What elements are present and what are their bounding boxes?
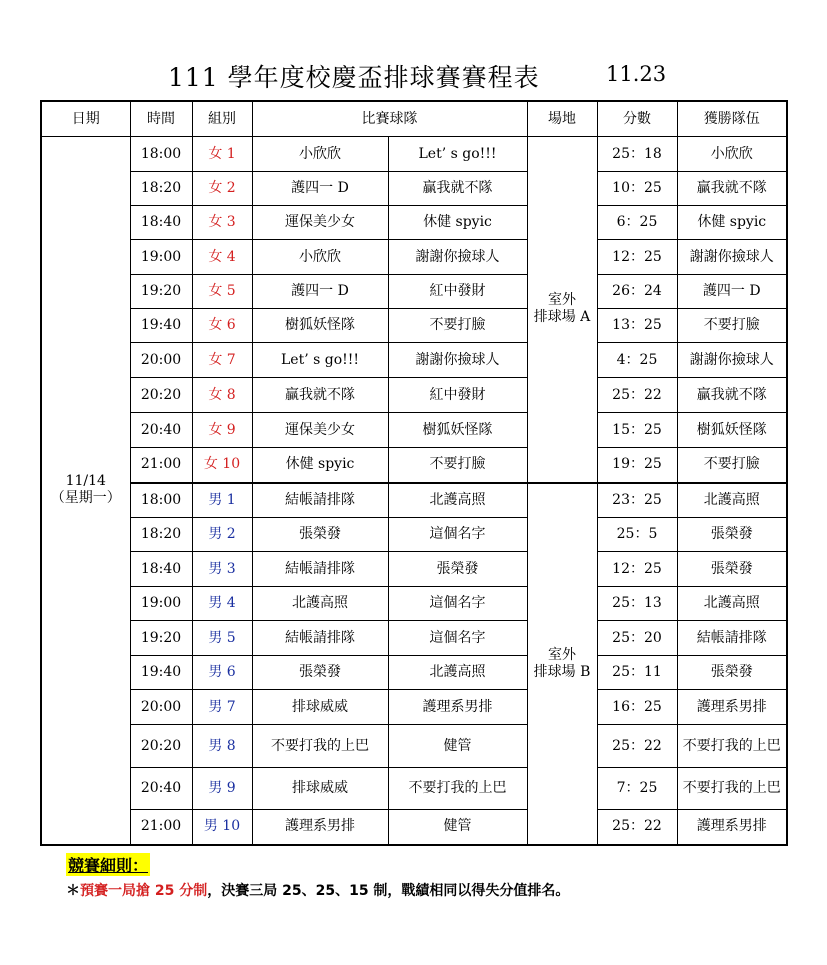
date-cell — [41, 137, 130, 845]
table-row — [41, 378, 787, 413]
header-winner: 獲勝隊伍 — [677, 101, 787, 137]
match-score: 25：18 — [597, 137, 677, 172]
table-row — [41, 448, 787, 483]
match-group: 男 1 — [192, 483, 252, 518]
match-group: 男 6 — [192, 656, 252, 690]
match-winner: 護理系男排 — [677, 810, 787, 845]
match-winner: 謝謝你撿球人 — [677, 343, 787, 378]
schedule-table — [40, 100, 788, 846]
match-winner: 護理系男排 — [677, 690, 787, 725]
header-group: 組別 — [192, 101, 252, 137]
match-time: 20:00 — [130, 343, 192, 378]
table-row — [41, 656, 787, 690]
match-group: 女 7 — [192, 343, 252, 378]
venue-line: 室外 — [548, 646, 576, 663]
match-time: 19:00 — [130, 587, 192, 621]
match-score: 12：25 — [597, 552, 677, 587]
table-row — [41, 483, 787, 518]
match-score: 19：25 — [597, 448, 677, 483]
table-row — [41, 309, 787, 343]
match-group: 男 3 — [192, 552, 252, 587]
team-2: 健管 — [388, 725, 527, 768]
team-2: 謝謝你撿球人 — [388, 343, 527, 378]
team-2: 張榮發 — [388, 552, 527, 587]
team-1: 護理系男排 — [252, 810, 388, 845]
match-time: 19:20 — [130, 275, 192, 309]
match-group: 女 1 — [192, 137, 252, 172]
match-score: 23：25 — [597, 483, 677, 518]
match-group: 男 9 — [192, 768, 252, 810]
match-time: 18:40 — [130, 552, 192, 587]
match-time: 20:40 — [130, 768, 192, 810]
match-score: 6：25 — [597, 206, 677, 240]
match-score: 13：25 — [597, 309, 677, 343]
venue-line: 排球場 A — [533, 309, 591, 326]
team-1: 結帳請排隊 — [252, 552, 388, 587]
notes-rule-highlight: 預賽一局搶 25 分制 — [80, 883, 208, 899]
header-venue: 場地 — [527, 101, 597, 137]
venue-line: 室外 — [548, 292, 576, 309]
match-time: 18:00 — [130, 137, 192, 172]
team-2: Let’ s go!!! — [388, 137, 527, 172]
team-2: 北護高照 — [388, 656, 527, 690]
team-2: 謝謝你撿球人 — [388, 240, 527, 275]
notes-rule — [66, 880, 569, 900]
table-row — [41, 725, 787, 768]
table-row — [41, 518, 787, 552]
match-score: 25：13 — [597, 587, 677, 621]
team-1: 北護高照 — [252, 587, 388, 621]
header-teams: 比賽球隊 — [252, 101, 527, 137]
team-2: 休健 spyic — [388, 206, 527, 240]
table-row — [41, 240, 787, 275]
venue-cell — [527, 483, 597, 845]
team-2: 不要打我的上巴 — [388, 768, 527, 810]
team-1: 排球威威 — [252, 768, 388, 810]
team-1: 運保美少女 — [252, 413, 388, 448]
match-group: 男 7 — [192, 690, 252, 725]
table-row — [41, 275, 787, 309]
title-date: 11.23 — [606, 62, 667, 86]
match-group: 男 10 — [192, 810, 252, 845]
venue-line: 排球場 B — [533, 663, 591, 680]
match-group: 女 3 — [192, 206, 252, 240]
match-score: 7：25 — [597, 768, 677, 810]
match-winner: 不要打我的上巴 — [677, 725, 787, 768]
weekday-value: （星期一） — [50, 490, 121, 507]
header-date: 日期 — [41, 101, 130, 137]
team-2: 不要打臉 — [388, 309, 527, 343]
match-winner: 北護高照 — [677, 483, 787, 518]
match-score: 25：5 — [597, 518, 677, 552]
table-row — [41, 206, 787, 240]
match-score: 25：22 — [597, 725, 677, 768]
table-row — [41, 690, 787, 725]
match-winner: 謝謝你撿球人 — [677, 240, 787, 275]
match-time: 19:40 — [130, 656, 192, 690]
table-row — [41, 137, 787, 172]
match-score: 25：22 — [597, 810, 677, 845]
page-title: 111 學年度校慶盃排球賽賽程表 — [168, 63, 540, 92]
match-time: 20:00 — [130, 690, 192, 725]
match-winner: 贏我就不隊 — [677, 378, 787, 413]
match-time: 19:20 — [130, 621, 192, 656]
team-1: 小欣欣 — [252, 240, 388, 275]
match-time: 19:00 — [130, 240, 192, 275]
match-winner: 休健 spyic — [677, 206, 787, 240]
competition-notes — [66, 853, 569, 900]
team-1: Let’ s go!!! — [252, 343, 388, 378]
table-row — [41, 552, 787, 587]
notes-bullet: ＊ — [66, 883, 80, 899]
match-winner: 張榮發 — [677, 518, 787, 552]
table-row — [41, 621, 787, 656]
table-row — [41, 413, 787, 448]
match-time: 18:20 — [130, 518, 192, 552]
match-group: 女 2 — [192, 172, 252, 206]
match-group: 男 5 — [192, 621, 252, 656]
team-2: 不要打臉 — [388, 448, 527, 483]
match-winner: 樹狐妖怪隊 — [677, 413, 787, 448]
page-title-bar — [0, 56, 827, 96]
match-score: 10：25 — [597, 172, 677, 206]
match-score: 4：25 — [597, 343, 677, 378]
team-1: 運保美少女 — [252, 206, 388, 240]
match-group: 男 2 — [192, 518, 252, 552]
match-winner: 不要打臉 — [677, 448, 787, 483]
team-1: 張榮發 — [252, 656, 388, 690]
team-1: 小欣欣 — [252, 137, 388, 172]
team-2: 樹狐妖怪隊 — [388, 413, 527, 448]
team-2: 北護高照 — [388, 483, 527, 518]
match-score: 12：25 — [597, 240, 677, 275]
team-1: 樹狐妖怪隊 — [252, 309, 388, 343]
team-2: 這個名字 — [388, 621, 527, 656]
team-2: 贏我就不隊 — [388, 172, 527, 206]
match-group: 女 10 — [192, 448, 252, 483]
header-row — [41, 101, 787, 137]
team-2: 健管 — [388, 810, 527, 845]
match-winner: 不要打臉 — [677, 309, 787, 343]
match-winner: 小欣欣 — [677, 137, 787, 172]
match-score: 25：22 — [597, 378, 677, 413]
match-group: 女 5 — [192, 275, 252, 309]
table-row — [41, 172, 787, 206]
match-winner: 護四一 D — [677, 275, 787, 309]
team-1: 不要打我的上巴 — [252, 725, 388, 768]
date-value: 11/14 — [65, 473, 106, 490]
match-time: 21:00 — [130, 448, 192, 483]
team-2: 紅中發財 — [388, 275, 527, 309]
match-score: 15：25 — [597, 413, 677, 448]
team-1: 張榮發 — [252, 518, 388, 552]
team-2: 這個名字 — [388, 518, 527, 552]
venue-cell — [527, 137, 597, 483]
match-group: 男 8 — [192, 725, 252, 768]
match-winner: 張榮發 — [677, 656, 787, 690]
notes-title: 競賽細則： — [66, 853, 150, 876]
match-score: 25：20 — [597, 621, 677, 656]
team-1: 贏我就不隊 — [252, 378, 388, 413]
match-winner: 張榮發 — [677, 552, 787, 587]
match-time: 18:40 — [130, 206, 192, 240]
team-1: 護四一 D — [252, 275, 388, 309]
table-row — [41, 587, 787, 621]
match-group: 女 6 — [192, 309, 252, 343]
table-row — [41, 810, 787, 845]
team-1: 護四一 D — [252, 172, 388, 206]
match-winner: 結帳請排隊 — [677, 621, 787, 656]
match-time: 19:40 — [130, 309, 192, 343]
match-score: 25：11 — [597, 656, 677, 690]
team-2: 紅中發財 — [388, 378, 527, 413]
match-winner: 不要打我的上巴 — [677, 768, 787, 810]
match-time: 21:00 — [130, 810, 192, 845]
match-time: 20:20 — [130, 378, 192, 413]
match-time: 20:20 — [130, 725, 192, 768]
table-row — [41, 768, 787, 810]
team-2: 護理系男排 — [388, 690, 527, 725]
match-score: 26：24 — [597, 275, 677, 309]
match-score: 16：25 — [597, 690, 677, 725]
team-1: 排球威威 — [252, 690, 388, 725]
match-time: 18:20 — [130, 172, 192, 206]
match-winner: 北護高照 — [677, 587, 787, 621]
header-time: 時間 — [130, 101, 192, 137]
match-group: 女 4 — [192, 240, 252, 275]
match-group: 男 4 — [192, 587, 252, 621]
team-2: 這個名字 — [388, 587, 527, 621]
header-score: 分數 — [597, 101, 677, 137]
team-1: 休健 spyic — [252, 448, 388, 483]
match-group: 女 8 — [192, 378, 252, 413]
match-time: 18:00 — [130, 483, 192, 518]
team-1: 結帳請排隊 — [252, 621, 388, 656]
team-1: 結帳請排隊 — [252, 483, 388, 518]
match-winner: 贏我就不隊 — [677, 172, 787, 206]
match-group: 女 9 — [192, 413, 252, 448]
table-row — [41, 343, 787, 378]
notes-rule-text: ，決賽三局 25、25、15 制，戰績相同以得失分值排名。 — [207, 883, 570, 899]
match-time: 20:40 — [130, 413, 192, 448]
